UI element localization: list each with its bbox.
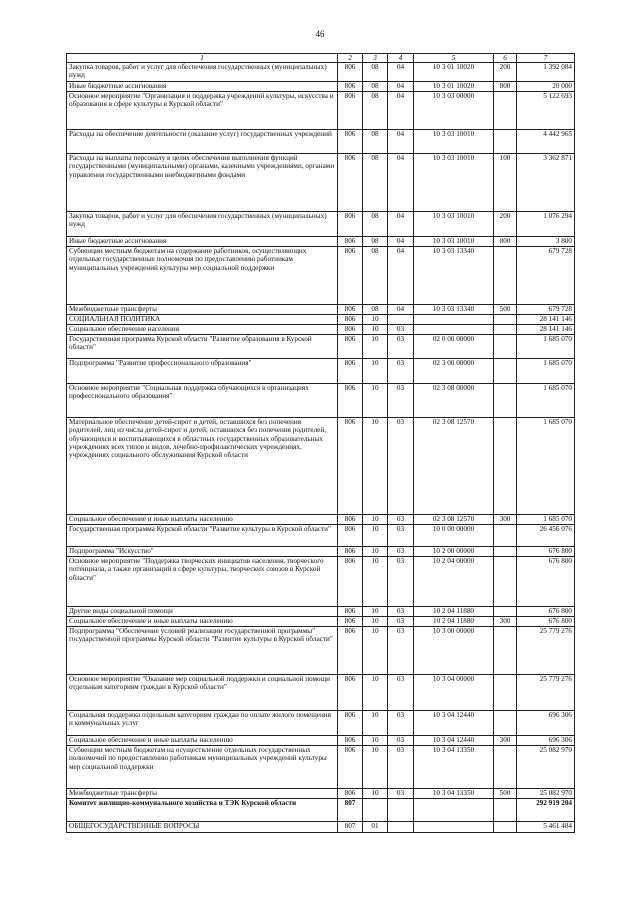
row-vr-code-cell bbox=[494, 822, 517, 833]
table-row bbox=[67, 746, 575, 789]
row-vr-code-cell bbox=[494, 325, 517, 335]
row-cs-code-cell: 10 3 04 00000 bbox=[414, 675, 494, 711]
row-gr-code-cell: 806 bbox=[338, 515, 363, 525]
row-pr-code-cell: 04 bbox=[388, 63, 414, 82]
row-amount-cell: 679 728 bbox=[517, 305, 575, 315]
row-gr-code-cell: 806 bbox=[338, 305, 363, 315]
row-pr-code-cell: 03 bbox=[388, 335, 414, 359]
row-vr-code-cell: 200 bbox=[494, 212, 517, 237]
row-vr-code-cell bbox=[494, 525, 517, 547]
row-name-cell: Основное мероприятие "Поддержка творческих инициатив населения, творческого потенциала, а также организаций в сфере культуры, творческих союзов в Курской области" bbox=[67, 557, 338, 607]
table-row bbox=[67, 617, 575, 627]
table-row bbox=[67, 82, 575, 92]
row-gr-code-cell: 806 bbox=[338, 789, 363, 799]
row-amount-cell: 1 392 084 bbox=[517, 63, 575, 82]
table-row bbox=[67, 130, 575, 154]
table-row bbox=[67, 305, 575, 315]
row-pr-code-cell bbox=[388, 799, 414, 822]
row-vr-code-cell bbox=[494, 746, 517, 789]
row-cs-code-cell: 10 3 03 13340 bbox=[414, 305, 494, 315]
row-cs-code-cell: 10 3 00 00000 bbox=[414, 627, 494, 675]
header-cell: 3 bbox=[363, 54, 388, 63]
row-vr-code-cell bbox=[494, 675, 517, 711]
row-pr-code-cell: 04 bbox=[388, 212, 414, 237]
row-rz-code-cell: 10 bbox=[363, 359, 388, 384]
table-row bbox=[67, 359, 575, 384]
row-rz-code-cell: 01 bbox=[363, 822, 388, 833]
budget-table bbox=[66, 53, 575, 833]
row-pr-code-cell: 03 bbox=[388, 617, 414, 627]
table-row bbox=[67, 237, 575, 247]
row-amount-cell: 1 685 070 bbox=[517, 418, 575, 515]
row-pr-code-cell: 04 bbox=[388, 130, 414, 154]
row-amount-cell: 4 442 965 bbox=[517, 130, 575, 154]
row-pr-code-cell: 03 bbox=[388, 789, 414, 799]
row-gr-code-cell: 806 bbox=[338, 335, 363, 359]
row-name-cell: Социальное обеспечение и иные выплаты населению bbox=[67, 515, 338, 525]
row-amount-cell: 676 800 bbox=[517, 557, 575, 607]
table-row bbox=[67, 711, 575, 736]
row-amount-cell: 1 076 294 bbox=[517, 212, 575, 237]
row-cs-code-cell: 10 3 01 10020 bbox=[414, 82, 494, 92]
table-row bbox=[67, 384, 575, 418]
row-vr-code-cell bbox=[494, 247, 517, 305]
row-gr-code-cell: 806 bbox=[338, 711, 363, 736]
row-name-cell: Основное мероприятие "Организация и поддержка учреждений культуры, искусства и образования в сфере культуры в Курской области" bbox=[67, 92, 338, 130]
row-rz-code-cell: 10 bbox=[363, 789, 388, 799]
row-rz-code-cell: 10 bbox=[363, 607, 388, 617]
row-gr-code-cell: 806 bbox=[338, 607, 363, 617]
table-row bbox=[67, 515, 575, 525]
row-vr-code-cell bbox=[494, 384, 517, 418]
row-pr-code-cell: 04 bbox=[388, 305, 414, 315]
row-pr-code-cell: 03 bbox=[388, 607, 414, 617]
row-vr-code-cell: 100 bbox=[494, 154, 517, 212]
row-gr-code-cell: 806 bbox=[338, 315, 363, 325]
row-amount-cell: 26 456 076 bbox=[517, 525, 575, 547]
row-pr-code-cell: 04 bbox=[388, 237, 414, 247]
row-gr-code-cell: 806 bbox=[338, 154, 363, 212]
row-cs-code-cell: 10 2 00 00000 bbox=[414, 547, 494, 557]
row-rz-code-cell: 10 bbox=[363, 547, 388, 557]
row-vr-code-cell bbox=[494, 315, 517, 325]
row-rz-code-cell: 10 bbox=[363, 675, 388, 711]
row-gr-code-cell: 806 bbox=[338, 557, 363, 607]
table-row bbox=[67, 557, 575, 607]
row-gr-code-cell: 807 bbox=[338, 799, 363, 822]
row-rz-code-cell: 10 bbox=[363, 746, 388, 789]
row-vr-code-cell bbox=[494, 627, 517, 675]
row-name-cell: Социальное обеспечение и иные выплаты населению bbox=[67, 617, 338, 627]
table-row bbox=[67, 315, 575, 325]
row-rz-code-cell: 10 bbox=[363, 525, 388, 547]
row-cs-code-cell: 10 2 04 11880 bbox=[414, 607, 494, 617]
row-vr-code-cell bbox=[494, 359, 517, 384]
row-name-cell: Социальное обеспечение и иные выплаты населению bbox=[67, 736, 338, 746]
row-rz-code-cell: 08 bbox=[363, 63, 388, 82]
row-rz-code-cell: 08 bbox=[363, 305, 388, 315]
row-rz-code-cell: 08 bbox=[363, 212, 388, 237]
row-pr-code-cell: 04 bbox=[388, 92, 414, 130]
row-pr-code-cell: 03 bbox=[388, 675, 414, 711]
row-cs-code-cell bbox=[414, 799, 494, 822]
row-amount-cell: 1 685 070 bbox=[517, 359, 575, 384]
row-cs-code-cell bbox=[414, 822, 494, 833]
row-name-cell: Закупка товаров, работ и услуг для обеспечения государственных (муниципальных) нужд bbox=[67, 212, 338, 237]
row-cs-code-cell: 10 3 03 10010 bbox=[414, 154, 494, 212]
row-rz-code-cell: 10 bbox=[363, 617, 388, 627]
table-row bbox=[67, 212, 575, 237]
row-name-cell: ОБЩЕГОСУДАРСТВЕННЫЕ ВОПРОСЫ bbox=[67, 822, 338, 833]
row-amount-cell: 676 800 bbox=[517, 617, 575, 627]
row-name-cell: Материальное обеспечение детей-сирот и детей, оставшихся без попечения родителей, лиц из числа детей-сирот и детей, оставшихся без попечения родителей, обучающихся и воспитывающихся в областных государственных образовательных учреждениях всех типов и видов, лечебно-профилактических учреждениях, учреждениях социального обслуживания Курской области bbox=[67, 418, 338, 515]
row-name-cell: СОЦИАЛЬНАЯ ПОЛИТИКА bbox=[67, 315, 338, 325]
row-vr-code-cell: 300 bbox=[494, 736, 517, 746]
row-vr-code-cell: 800 bbox=[494, 82, 517, 92]
row-cs-code-cell: 10 3 01 10020 bbox=[414, 63, 494, 82]
row-name-cell: Основное мероприятие "Оказание мер социальной поддержки и социальной помощи отдельным категориям граждан в Курской области" bbox=[67, 675, 338, 711]
row-pr-code-cell: 03 bbox=[388, 525, 414, 547]
header-cell: 1 bbox=[67, 54, 338, 63]
row-gr-code-cell: 806 bbox=[338, 130, 363, 154]
row-gr-code-cell: 807 bbox=[338, 822, 363, 833]
row-name-cell: Социальное обеспечение населения bbox=[67, 325, 338, 335]
row-gr-code-cell: 806 bbox=[338, 384, 363, 418]
row-pr-code-cell bbox=[388, 315, 414, 325]
row-vr-code-cell: 300 bbox=[494, 515, 517, 525]
row-vr-code-cell bbox=[494, 557, 517, 607]
table-row bbox=[67, 335, 575, 359]
row-amount-cell: 3 800 bbox=[517, 237, 575, 247]
row-amount-cell: 20 000 bbox=[517, 82, 575, 92]
row-cs-code-cell: 10 3 03 10010 bbox=[414, 212, 494, 237]
page-number: 46 bbox=[315, 29, 325, 39]
row-rz-code-cell: 08 bbox=[363, 82, 388, 92]
row-amount-cell: 5 122 693 bbox=[517, 92, 575, 130]
table-row bbox=[67, 789, 575, 799]
table-row bbox=[67, 418, 575, 515]
row-vr-code-cell bbox=[494, 92, 517, 130]
row-amount-cell: 25 779 276 bbox=[517, 675, 575, 711]
row-amount-cell: 676 800 bbox=[517, 607, 575, 617]
row-gr-code-cell: 806 bbox=[338, 82, 363, 92]
row-rz-code-cell: 10 bbox=[363, 418, 388, 515]
table-row bbox=[67, 63, 575, 82]
row-rz-code-cell: 10 bbox=[363, 384, 388, 418]
row-amount-cell: 25 082 970 bbox=[517, 746, 575, 789]
row-name-cell: Расходы на обеспечение деятельности (оказание услуг) государственных учреждений bbox=[67, 130, 338, 154]
row-vr-code-cell bbox=[494, 711, 517, 736]
header-cell: 6 bbox=[494, 54, 517, 63]
row-rz-code-cell: 10 bbox=[363, 711, 388, 736]
row-amount-cell: 28 141 146 bbox=[517, 325, 575, 335]
row-cs-code-cell: 02 3 08 12570 bbox=[414, 418, 494, 515]
row-vr-code-cell: 500 bbox=[494, 305, 517, 315]
table-row bbox=[67, 627, 575, 675]
row-gr-code-cell: 806 bbox=[338, 736, 363, 746]
row-rz-code-cell: 10 bbox=[363, 335, 388, 359]
row-cs-code-cell: 10 2 04 00000 bbox=[414, 557, 494, 607]
row-vr-code-cell bbox=[494, 130, 517, 154]
row-cs-code-cell: 10 3 04 13350 bbox=[414, 789, 494, 799]
row-pr-code-cell: 03 bbox=[388, 627, 414, 675]
row-vr-code-cell: 300 bbox=[494, 617, 517, 627]
row-cs-code-cell: 10 0 00 00000 bbox=[414, 525, 494, 547]
row-name-cell: Государственная программа Курской области "Развитие образования в Курской области" bbox=[67, 335, 338, 359]
row-rz-code-cell: 10 bbox=[363, 315, 388, 325]
row-name-cell: Основное мероприятие "Социальная поддержка обучающихся в организациях профессионального образования" bbox=[67, 384, 338, 418]
row-gr-code-cell: 806 bbox=[338, 237, 363, 247]
row-vr-code-cell: 800 bbox=[494, 237, 517, 247]
table-row bbox=[67, 247, 575, 305]
row-pr-code-cell bbox=[388, 822, 414, 833]
row-gr-code-cell: 806 bbox=[338, 547, 363, 557]
row-name-cell: Субвенции местным бюджетам на осуществление отдельных государственных полномочий по предоставлению работникам муниципальных учреждений культуры мер социальной поддержки bbox=[67, 746, 338, 789]
row-amount-cell: 696 306 bbox=[517, 711, 575, 736]
header-cell: 7 bbox=[517, 54, 575, 63]
row-cs-code-cell: 10 3 03 10010 bbox=[414, 130, 494, 154]
row-vr-code-cell bbox=[494, 607, 517, 617]
row-cs-code-cell: 02 3 00 00000 bbox=[414, 359, 494, 384]
row-cs-code-cell: 10 2 04 11880 bbox=[414, 617, 494, 627]
row-rz-code-cell: 08 bbox=[363, 130, 388, 154]
row-name-cell: Подпрограмма "Искусство" bbox=[67, 547, 338, 557]
row-name-cell: Субвенции местным бюджетам на содержание работников, осуществляющих отдельные государственные полномочия по предоставлению работникам муниципальных учреждений культуры мер социальной поддержки bbox=[67, 247, 338, 305]
row-cs-code-cell: 02 3 08 00000 bbox=[414, 384, 494, 418]
row-amount-cell: 5 461 484 bbox=[517, 822, 575, 833]
row-name-cell: Другие виды социальной помощи bbox=[67, 607, 338, 617]
row-rz-code-cell: 08 bbox=[363, 247, 388, 305]
row-rz-code-cell: 10 bbox=[363, 627, 388, 675]
table-row bbox=[67, 607, 575, 617]
row-pr-code-cell: 03 bbox=[388, 359, 414, 384]
row-pr-code-cell: 03 bbox=[388, 746, 414, 789]
row-gr-code-cell: 806 bbox=[338, 92, 363, 130]
row-amount-cell: 1 685 070 bbox=[517, 515, 575, 525]
row-name-cell: Межбюджетные трансферты bbox=[67, 305, 338, 315]
row-vr-code-cell bbox=[494, 799, 517, 822]
row-cs-code-cell: 10 3 04 13350 bbox=[414, 746, 494, 789]
row-vr-code-cell: 200 bbox=[494, 63, 517, 82]
table-row bbox=[67, 675, 575, 711]
table-row bbox=[67, 799, 575, 822]
row-pr-code-cell: 04 bbox=[388, 247, 414, 305]
row-cs-code-cell: 10 3 03 13340 bbox=[414, 247, 494, 305]
row-cs-code-cell: 10 3 04 12440 bbox=[414, 711, 494, 736]
row-cs-code-cell: 10 3 03 10010 bbox=[414, 237, 494, 247]
row-pr-code-cell: 03 bbox=[388, 418, 414, 515]
row-gr-code-cell: 806 bbox=[338, 325, 363, 335]
header-cell: 2 bbox=[338, 54, 363, 63]
row-vr-code-cell bbox=[494, 418, 517, 515]
row-gr-code-cell: 806 bbox=[338, 418, 363, 515]
row-cs-code-cell: 10 3 03 00000 bbox=[414, 92, 494, 130]
row-amount-cell: 679 728 bbox=[517, 247, 575, 305]
table-row bbox=[67, 92, 575, 130]
row-cs-code-cell bbox=[414, 315, 494, 325]
row-name-cell: Социальная поддержка отдельным категориям граждан по оплате жилого помещения и коммунальных услуг bbox=[67, 711, 338, 736]
row-pr-code-cell: 03 bbox=[388, 547, 414, 557]
row-amount-cell: 25 082 970 bbox=[517, 789, 575, 799]
table-row bbox=[67, 822, 575, 833]
row-rz-code-cell: 10 bbox=[363, 736, 388, 746]
table-header-row bbox=[67, 54, 575, 63]
header-cell: 4 bbox=[388, 54, 414, 63]
row-pr-code-cell: 03 bbox=[388, 736, 414, 746]
row-gr-code-cell: 806 bbox=[338, 525, 363, 547]
row-rz-code-cell: 10 bbox=[363, 557, 388, 607]
row-vr-code-cell bbox=[494, 335, 517, 359]
row-pr-code-cell: 03 bbox=[388, 515, 414, 525]
row-name-cell: Комитет жилищно-коммунального хозяйства и ТЭК Курской области bbox=[67, 799, 338, 822]
row-gr-code-cell: 806 bbox=[338, 247, 363, 305]
row-rz-code-cell: 08 bbox=[363, 154, 388, 212]
table-row bbox=[67, 154, 575, 212]
row-cs-code-cell: 02 3 08 12570 bbox=[414, 515, 494, 525]
row-gr-code-cell: 806 bbox=[338, 617, 363, 627]
row-gr-code-cell: 806 bbox=[338, 212, 363, 237]
row-vr-code-cell bbox=[494, 547, 517, 557]
row-gr-code-cell: 806 bbox=[338, 627, 363, 675]
row-vr-code-cell: 500 bbox=[494, 789, 517, 799]
row-name-cell: Межбюджетные трансферты bbox=[67, 789, 338, 799]
row-amount-cell: 3 362 871 bbox=[517, 154, 575, 212]
row-pr-code-cell: 03 bbox=[388, 384, 414, 418]
row-rz-code-cell bbox=[363, 799, 388, 822]
row-gr-code-cell: 806 bbox=[338, 63, 363, 82]
row-name-cell: Расходы на выплаты персоналу в целях обеспечения выполнения функций государственными (муниципальными) органами, казенными учреждениями, органами управления государственными внебюджетными фондами bbox=[67, 154, 338, 212]
table-row bbox=[67, 525, 575, 547]
row-amount-cell: 1 685 070 bbox=[517, 335, 575, 359]
row-rz-code-cell: 10 bbox=[363, 515, 388, 525]
row-amount-cell: 696 306 bbox=[517, 736, 575, 746]
row-pr-code-cell: 03 bbox=[388, 557, 414, 607]
row-rz-code-cell: 08 bbox=[363, 92, 388, 130]
row-rz-code-cell: 10 bbox=[363, 325, 388, 335]
row-pr-code-cell: 03 bbox=[388, 711, 414, 736]
row-cs-code-cell: 02 0 00 00000 bbox=[414, 335, 494, 359]
row-gr-code-cell: 806 bbox=[338, 675, 363, 711]
row-pr-code-cell: 03 bbox=[388, 325, 414, 335]
row-amount-cell: 292 919 204 bbox=[517, 799, 575, 822]
table-row bbox=[67, 325, 575, 335]
row-amount-cell: 1 685 070 bbox=[517, 384, 575, 418]
row-rz-code-cell: 08 bbox=[363, 237, 388, 247]
row-amount-cell: 28 141 146 bbox=[517, 315, 575, 325]
table-row bbox=[67, 547, 575, 557]
row-gr-code-cell: 806 bbox=[338, 746, 363, 789]
table-row bbox=[67, 736, 575, 746]
row-name-cell: Подпрограмма "Обеспечение условий реализации государственной программы" государственной программы Курской области "Развитие культуры в Курской области" bbox=[67, 627, 338, 675]
row-name-cell: Государственная программа Курской области "Развитие культуры в Курской области" bbox=[67, 525, 338, 547]
header-cell: 5 bbox=[414, 54, 494, 63]
row-cs-code-cell bbox=[414, 325, 494, 335]
row-pr-code-cell: 04 bbox=[388, 154, 414, 212]
row-name-cell: Подпрограмма "Развитие профессионального образования" bbox=[67, 359, 338, 384]
row-name-cell: Иные бюджетные ассигнования bbox=[67, 237, 338, 247]
row-amount-cell: 676 800 bbox=[517, 547, 575, 557]
row-cs-code-cell: 10 3 04 12440 bbox=[414, 736, 494, 746]
row-amount-cell: 25 779 276 bbox=[517, 627, 575, 675]
row-name-cell: Закупка товаров, работ и услуг для обеспечения государственных (муниципальных) нужд bbox=[67, 63, 338, 82]
row-pr-code-cell: 04 bbox=[388, 82, 414, 92]
row-name-cell: Иные бюджетные ассигнования bbox=[67, 82, 338, 92]
row-gr-code-cell: 806 bbox=[338, 359, 363, 384]
